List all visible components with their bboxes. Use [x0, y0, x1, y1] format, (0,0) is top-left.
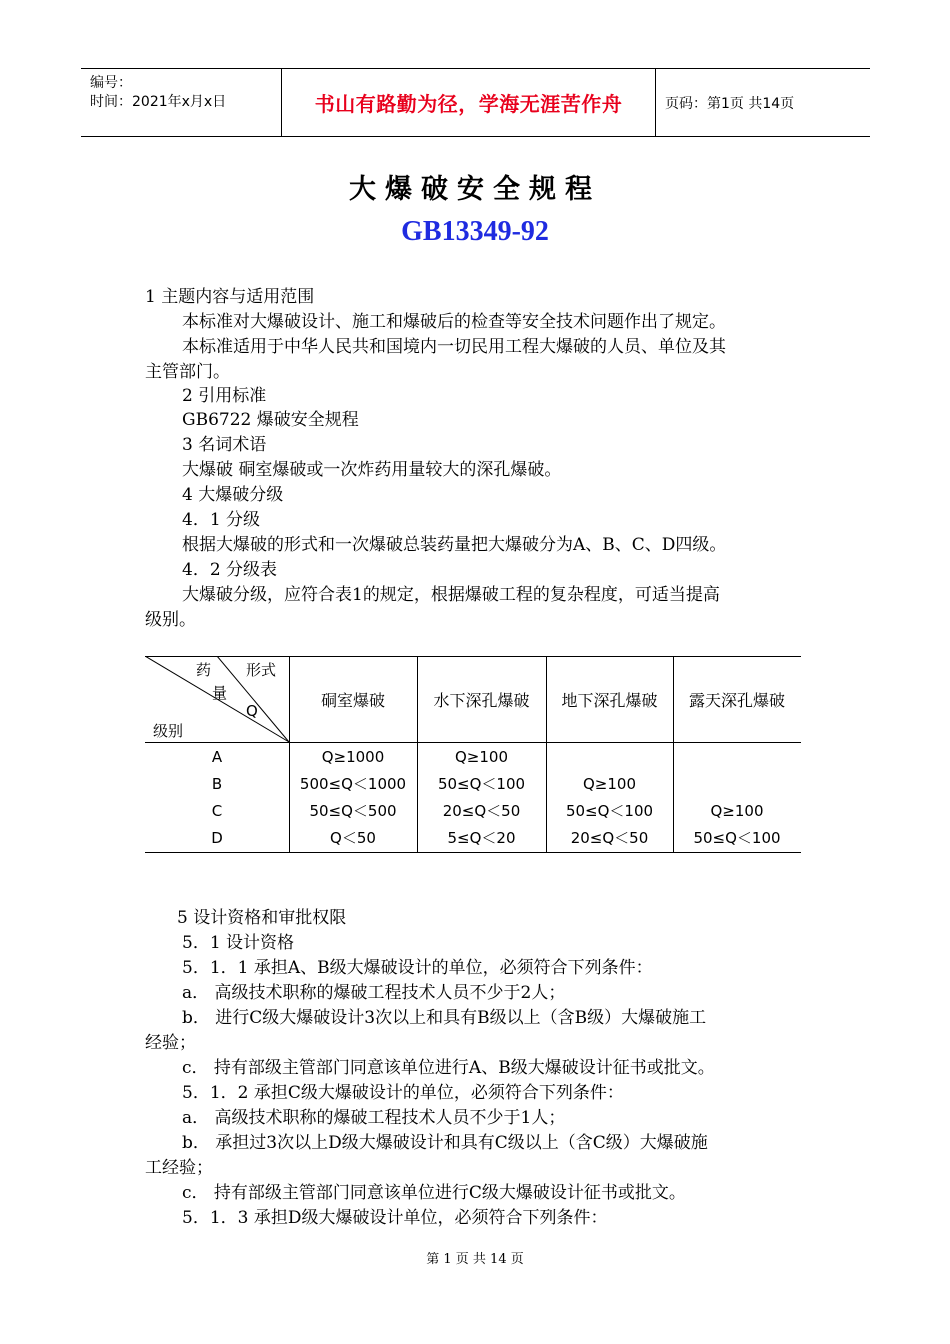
list-item-continuation: 工经验；: [145, 1158, 213, 1178]
table-cell: 50≤Q＜100: [437, 775, 526, 793]
header-time-label: 时间：2021年x月x日: [90, 94, 227, 110]
section-heading: 2 引用标准: [182, 386, 267, 406]
document-title: 大爆破安全规程: [349, 174, 601, 205]
header-meta: [81, 69, 281, 136]
paragraph-line: 级别。: [145, 610, 196, 630]
section-heading: 4 大爆破分级: [182, 485, 284, 505]
list-item: a． 高级技术职称的爆破工程技术人员不少于1人；: [182, 1108, 566, 1128]
column-header: 水下深孔爆破: [433, 690, 530, 710]
paragraph-line: GB6722 爆破安全规程: [182, 410, 359, 430]
table-cell: [546, 743, 673, 770]
table-cell: [673, 743, 801, 770]
paragraph-line: 5．1．2 承担C级大爆破设计的单位，必须符合下列条件：: [182, 1083, 624, 1103]
list-item: a． 高级技术职称的爆破工程技术人员不少于2人；: [182, 983, 566, 1003]
grade-cell: C: [211, 801, 223, 820]
subsection-heading: 4．2 分级表: [182, 560, 278, 580]
table-cell: [673, 770, 801, 797]
list-item: b． 进行C级大爆破设计3次以上和具有B级以上（含B级）大爆破施工: [182, 1008, 707, 1028]
paragraph-line: 5．1．3 承担D级大爆破设计单位，必须符合下列条件：: [182, 1208, 608, 1228]
section-heading: 1 主题内容与适用范围: [145, 287, 315, 307]
header-number-label: 编号：: [90, 75, 132, 91]
header-page-info: 页码：第1页 共14页: [665, 95, 795, 112]
classification-table: [145, 656, 801, 853]
table-cell: Q≥1000: [321, 747, 385, 766]
document-header: [81, 68, 870, 137]
table-cell: 20≤Q＜50: [570, 829, 649, 847]
subsection-heading: 4．1 分级: [182, 510, 261, 530]
list-item-continuation: 经验；: [145, 1033, 196, 1053]
column-header: 硐室爆破: [320, 690, 385, 710]
standard-code: GB13349-92: [401, 216, 549, 247]
corner-label-q: Q: [246, 702, 258, 720]
table-cell: Q≥100: [710, 801, 764, 820]
paragraph-line: 大爆破 硐室爆破或一次炸药用量较大的深孔爆破。: [182, 460, 562, 480]
corner-label-dose: 药: [196, 661, 212, 679]
corner-label-form: 形式: [246, 661, 277, 679]
grade-cell: D: [211, 828, 223, 847]
section-heading: 5 设计资格和审批权限: [177, 908, 347, 928]
column-header: 地下深孔爆破: [561, 690, 658, 710]
paragraph-line: 主管部门。: [145, 362, 230, 382]
table-cell: Q≥100: [582, 774, 636, 793]
table-cell: 500≤Q＜1000: [299, 775, 407, 793]
header-motto: 书山有路勤为径，学海无涯苦作舟: [281, 69, 656, 136]
paragraph-line: 根据大爆破的形式和一次爆破总装药量把大爆破分为A、B、C、D四级。: [182, 535, 727, 555]
grade-cell: B: [211, 774, 223, 793]
corner-label-grade: 级别: [153, 722, 184, 740]
paragraph-line: 大爆破分级，应符合表1的规定，根据爆破工程的复杂程度，可适当提高: [182, 585, 720, 605]
table-cell: 50≤Q＜500: [309, 802, 397, 820]
paragraph-line: 本标准对大爆破设计、施工和爆破后的检查等安全技术问题作出了规定。: [182, 312, 726, 332]
table-cell: 5≤Q＜20: [447, 829, 516, 847]
list-item: b． 承担过3次以上D级大爆破设计和具有C级以上（含C级）大爆破施: [182, 1133, 708, 1153]
list-item: c． 持有部级主管部门同意该单位进行C级大爆破设计征书或批文。: [182, 1183, 686, 1203]
table-cell: 50≤Q＜100: [565, 802, 654, 820]
subsection-heading: 5．1 设计资格: [182, 933, 295, 953]
table-cell: 50≤Q＜100: [693, 829, 781, 847]
column-header: 露天深孔爆破: [688, 690, 785, 710]
grade-cell: A: [211, 747, 223, 766]
section-heading: 3 名词术语: [182, 435, 267, 455]
list-item: c． 持有部级主管部门同意该单位进行A、B级大爆破设计征书或批文。: [182, 1058, 715, 1078]
paragraph-line: 本标准适用于中华人民共和国境内一切民用工程大爆破的人员、单位及其: [182, 337, 726, 357]
page-footer: 第 1 页 共 14 页: [426, 1252, 524, 1267]
corner-label-quantity: 量: [212, 684, 228, 702]
table-cell: Q＜50: [330, 829, 376, 847]
paragraph-line: 5．1．1 承担A、B级大爆破设计的单位，必须符合下列条件：: [182, 958, 653, 978]
table-cell: 20≤Q＜50: [442, 802, 521, 820]
table-cell: Q≥100: [454, 747, 508, 766]
